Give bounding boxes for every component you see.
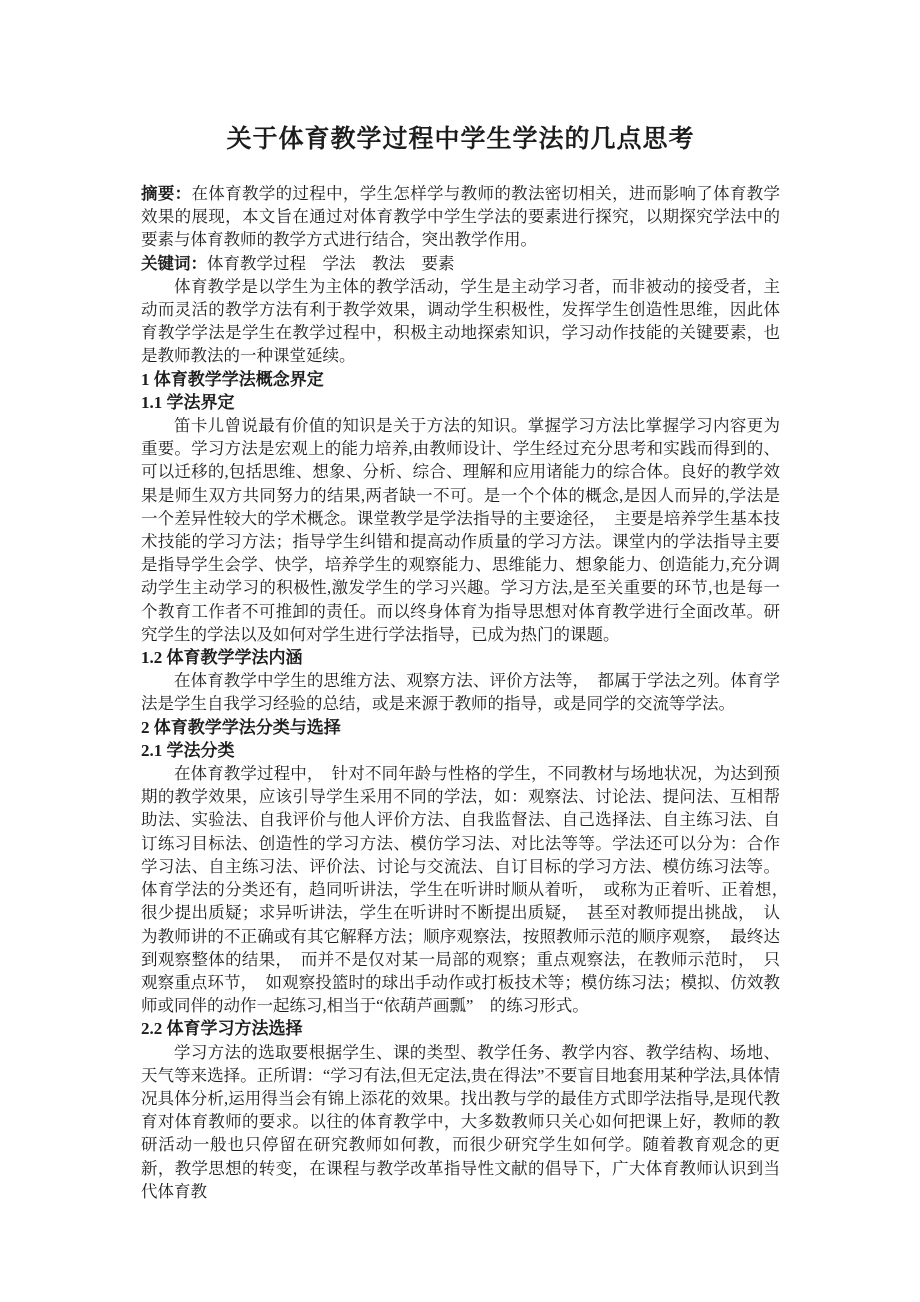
section-2-1-heading: 2.1 学法分类 [141,740,235,760]
section-1-2-body: 在体育教学中学生的思维方法、观察方法、评价方法等， 都属于学法之列。体育学法是学生自我学习经验的总结，或是来源于教师的指导，或是同学的交流等学法。 [141,671,780,714]
section-2-2-heading: 2.2 体育学习方法选择 [141,1019,303,1039]
intro-paragraph: 体育教学是以学生为主体的教学活动，学生是主动学习者，而非被动的接受者，主动而灵活的教学方法有利于教学效果，调动学生积极性，发挥学生创造性思维，因此体育教学学法是学生在教学过程中，积极主动地探索知识，学习动作技能的关键要素，也是教师教法的一种课堂延续。 [141,276,780,366]
keywords-paragraph [141,252,780,275]
abstract-text: 在体育教学的过程中，学生怎样学与教师的教法密切相关，进而影响了体育教学效果的展现，本文旨在通过对体育教学中学生学法的要素进行探究，以期探究学法中的要素与体育教师的教学方式进行结合，突出教学作用。 [141,184,781,250]
section-1-1-body: 笛卡儿曾说最有价值的知识是关于方法的知识。掌握学习方法比掌握学习内容更为重要。学习方法是宏观上的能力培养,由教师设计、学生经过充分思考和实践而得到的、可以迁移的,包括思维、想象、分析、综合、理解和应用诸能力的综合体。良好的教学效果是师生双方共同努力的结果,两者缺一不可。是一个个体的概念,是因人而异的,学法是一个差异性较大的学术概念。课堂教学是学法指导的主要途径， 主要是培养学生基本技术技能的学习方法；指导学生纠错和提高动作质量的学习方法。课堂内的学法指导主要是指导学生会学、快学，培养学生的观察能力、思维能力、想象能力、创造能力,充分调动学生主动学习的积极性,激发学生的学习兴趣。学习方法,是至关重要的环节,也是每一个教育工作者不可推卸的责任。而以终身体育为指导思想对体育教学进行全面改革。研究学生的学法以及如何对学生进行学法指导，已成为热门的课题。 [141,416,780,644]
abstract-paragraph [141,182,780,252]
keywords-text: 体育教学过程 学法 教法 要素 [207,253,455,273]
keywords-label: 关键词： [141,253,207,273]
section-1-heading: 1 体育教学学法概念界定 [141,369,324,389]
abstract-label: 摘要： [141,184,192,203]
section-2-2-body: 学习方法的选取要根据学生、课的类型、教学任务、教学内容、教学结构、场地、天气等来选择。正所谓：“学习有法,但无定法,贵在得法”不要盲目地套用某种学法,具体情况具体分析,运用得当会有锦上添花的效果。找出教与学的最佳方式即学法指导,是现代教育对体育教师的要求。以往的体育教学中，大多数教师只关心如何把课上好，教师的教研活动一般也只停留在研究教师如何教，而很少研究学生如何学。随着教育观念的更新，教学思想的转变，在课程与教学改革指导性文献的倡导下，广大体育教师认识到当代体育教 [141,1042,780,1201]
section-1-1-heading: 1.1 学法界定 [141,392,235,412]
section-1-2-heading: 1.2 体育教学学法内涵 [141,648,303,668]
page-title: 关于体育教学过程中学生学法的几点思考 [226,126,695,153]
section-2-heading: 2 体育教学学法分类与选择 [141,717,341,737]
document-content [141,0,797,1203]
section-2-1-body: 在体育教学过程中， 针对不同年龄与性格的学生，不同教材与场地状况，为达到预期的教学效果，应该引导学生采用不同的学法，如：观察法、讨论法、提问法、互相帮助法、实验法、自我评价与他人评价方法、自我监督法、自己选择法、自主练习法、自订练习目标法、创造性的学习方法、模仿学习法、对比法等等。学法还可以分为：合作学习法、自主练习法、评价法、讨论与交流法、自订目标的学习方法、模仿练习法等。体育学法的分类还有，趋同听讲法，学生在听讲时顺从着听， 或称为正着听、正着想， 很少提出质疑；求异听讲法，学生在听讲时不断提出质疑， 甚至对教师提出挑战， 认为教师讲的不正确或有其它解释方法；顺序观察法，按照教师示范的顺序观察， 最终达到观察整体的结果， 而并不是仅对某一局部的观察；重点观察法，在教师示范时， 只观察重点环节， 如观察投篮时的球出手动作或打板技术等；模仿练习法；模拟、仿效教师或同伴的动作一起练习,相当于“依葫芦画瓢” 的练习形式。 [141,764,797,1016]
